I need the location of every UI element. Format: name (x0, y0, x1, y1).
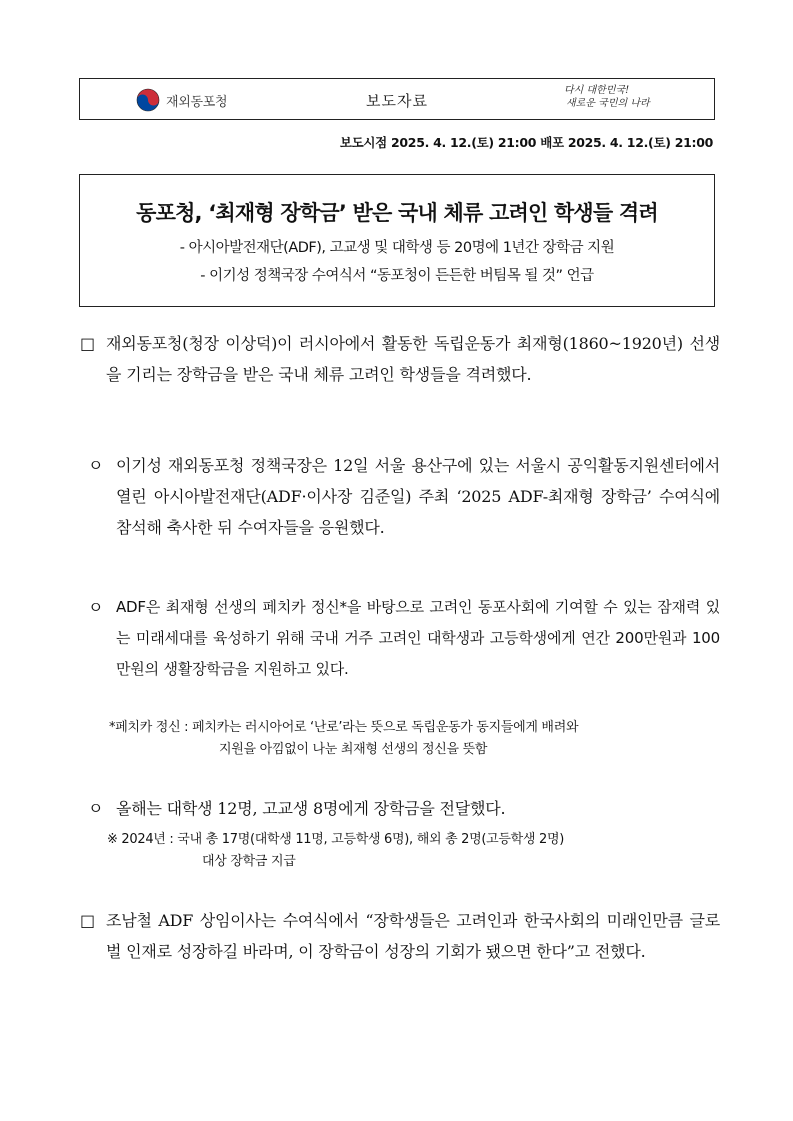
subtitle-1: - 아시아발전재단(ADF), 고교생 및 대학생 등 20명에 1년간 장학금 지원 (179, 240, 615, 256)
square-bullet: □ (80, 911, 95, 930)
circle-bullet: ㅇ (88, 799, 104, 818)
paragraph-text: 조남철 ADF 상임이사는 수여식에서 “장학생들은 고려인과 한국사회의 미래인만큼 글로벌 인재로 성장하길 바라며, 이 장학금이 성장의 기회가 됐으면 한다”고 전했다. (106, 911, 720, 961)
paragraph-text: 재외동포청(청장 이상덕)이 러시아에서 활동한 독립운동가 최재형(1860~1920년) 선생을 기리는 장학금을 받은 국내 체류 고려인 학생들을 격려했다. (106, 334, 720, 384)
header-box (79, 78, 715, 120)
paragraph-2 (88, 450, 720, 543)
paragraph-1 (80, 328, 720, 390)
footnote-line-2: 지원을 아낌없이 나눈 최재형 선생의 정신을 뜻함 (219, 742, 488, 757)
circle-bullet: ㅇ (88, 598, 104, 617)
footnote-pechka (109, 717, 721, 761)
square-bullet: □ (80, 334, 95, 353)
paragraph-text: 올해는 대학생 12명, 고교생 8명에게 장학금을 전달했다. (116, 799, 506, 818)
slogan-line-1: 다시 대한민국! (564, 85, 630, 96)
document-type: 보도자료 (366, 92, 428, 110)
slogan-line-2: 새로운 국민의 나라 (566, 98, 650, 109)
title-box (79, 174, 715, 307)
footnote-line-1: *페치카 정신 : 페치카는 러시아어로 ‘난로’라는 뜻으로 독립운동가 동지들에게 배려와 (109, 720, 579, 735)
paragraph-5 (80, 905, 720, 967)
reference-note-2024 (107, 829, 721, 873)
circle-bullet: ㅇ (88, 456, 104, 475)
note-line-2: 대상 장학금 지급 (202, 854, 296, 869)
release-timing: 보도시점 2025. 4. 12.(토) 21:00 배포 2025. 4. 12.(토) 21:00 (339, 135, 713, 150)
subtitle-2: - 이기성 정책국장 수여식서 “동포청이 든든한 버팀목 될 것” 언급 (200, 268, 594, 284)
agency-name: 재외동포청 (166, 94, 228, 110)
note-line-1: ※ 2024년 : 국내 총 17명(대학생 11명, 고등학생 6명), 해외 총 2명(고등학생 2명) (107, 832, 565, 847)
paragraph-3 (88, 592, 720, 685)
paragraph-4 (88, 793, 720, 824)
paragraph-text: ADF은 최재형 선생의 페치카 정신*을 바탕으로 고려인 동포사회에 기여할 수 있는 잠재력 있는 미래세대를 육성하기 위해 국내 거주 고려인 대학생과 고등학생에게 연간 200만원과 100만원의 생활장학금을 지원하고 있다. (116, 598, 720, 678)
slogan (564, 84, 650, 110)
main-title: 동포청, ‘최재형 장학금’ 받은 국내 체류 고려인 학생들 격려 (136, 201, 658, 225)
paragraph-text: 이기성 재외동포청 정책국장은 12일 서울 용산구에 있는 서울시 공익활동지원센터에서 열린 아시아발전재단(ADF·이사장 김준일) 주최 ‘2025 ADF-최재형 장학금’ 수여식에 참석해 축사한 뒤 수여자들을 응원했다. (116, 456, 720, 537)
